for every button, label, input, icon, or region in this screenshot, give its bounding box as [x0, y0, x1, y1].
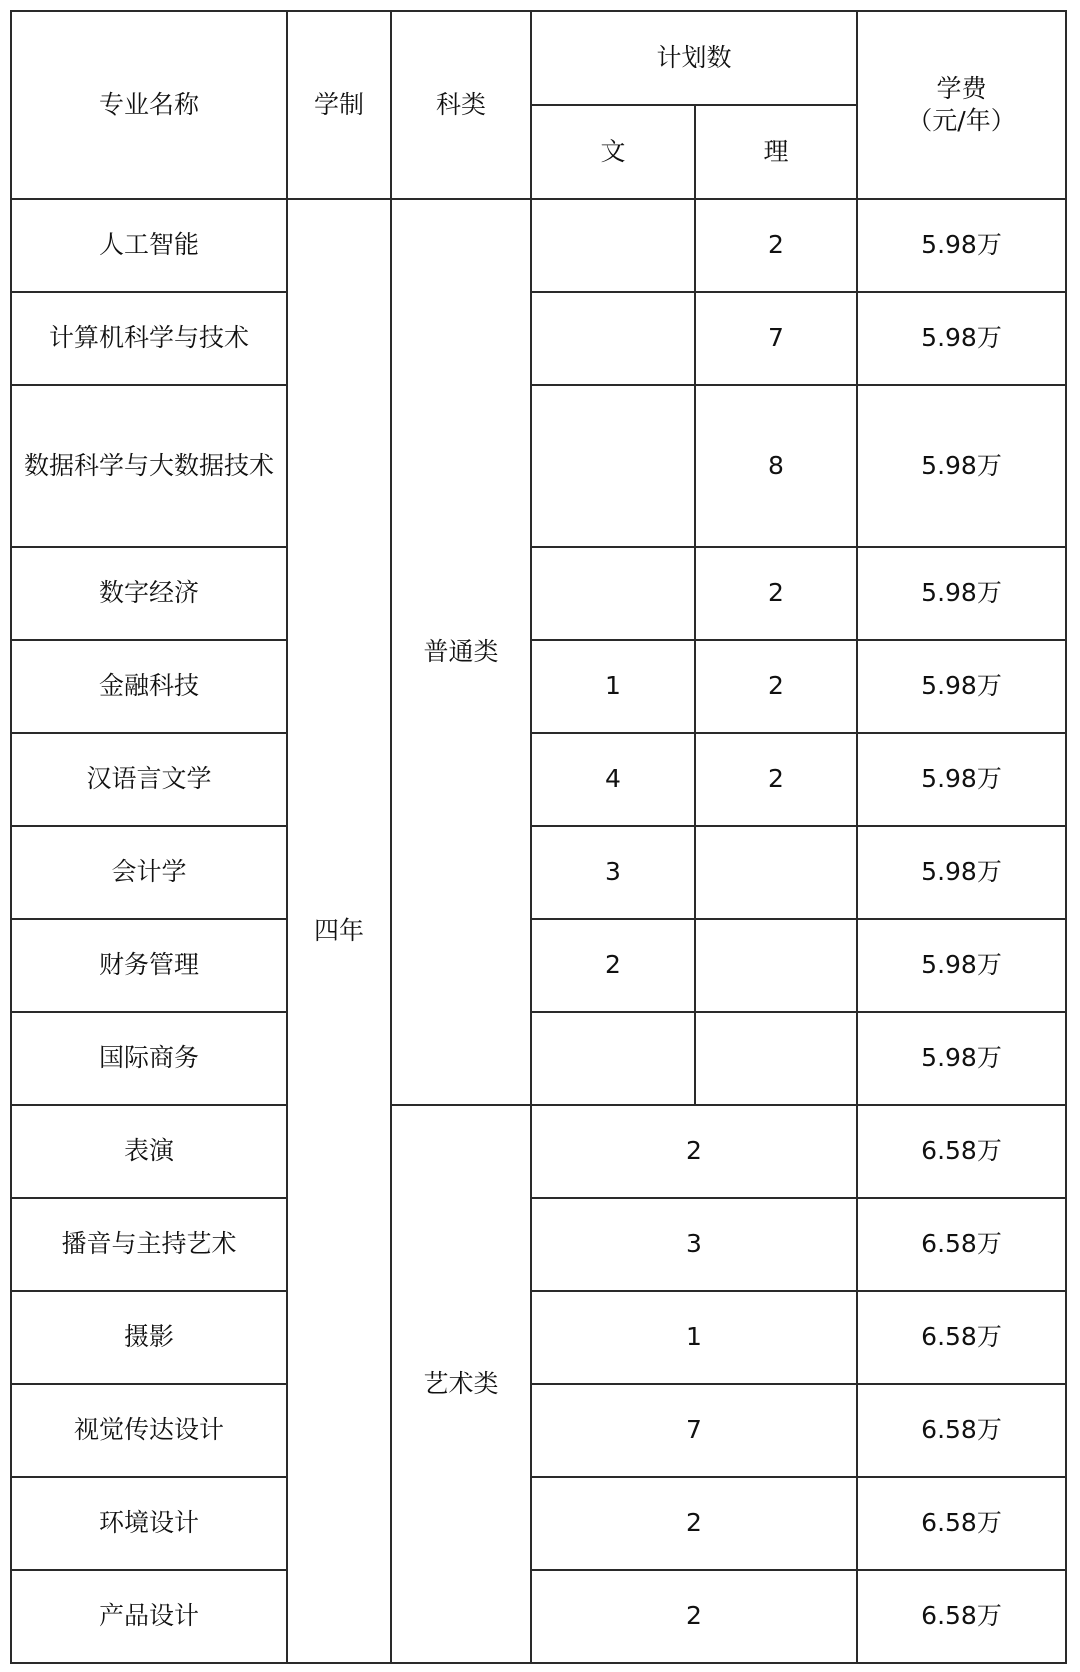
tuition-cell: 5.98万 — [857, 733, 1066, 826]
tuition-cell: 6.58万 — [857, 1384, 1066, 1477]
major-cell: 数据科学与大数据技术 — [11, 385, 287, 547]
header-science: 理 — [695, 105, 857, 199]
arts-count-cell: 2 — [531, 919, 695, 1012]
science-count-cell: 7 — [695, 292, 857, 385]
major-cell: 汉语言文学 — [11, 733, 287, 826]
major-cell: 视觉传达设计 — [11, 1384, 287, 1477]
science-count-cell: 2 — [695, 199, 857, 292]
header-row — [11, 11, 1066, 105]
header-arts: 文 — [531, 105, 695, 199]
arts-count-cell — [531, 1012, 695, 1105]
tuition-cell: 5.98万 — [857, 385, 1066, 547]
arts-count-cell: 3 — [531, 826, 695, 919]
table-row — [11, 1570, 1066, 1663]
tuition-cell: 5.98万 — [857, 292, 1066, 385]
plan-count-cell: 3 — [531, 1198, 857, 1291]
plan-count-cell: 2 — [531, 1477, 857, 1570]
tuition-cell: 5.98万 — [857, 640, 1066, 733]
header-tuition-line1: 学费 — [936, 73, 987, 103]
header-tuition — [857, 11, 1066, 199]
science-count-cell — [695, 1012, 857, 1105]
tuition-cell: 5.98万 — [857, 1012, 1066, 1105]
major-cell: 计算机科学与技术 — [11, 292, 287, 385]
header-plan: 计划数 — [531, 11, 857, 105]
plan-count-cell: 7 — [531, 1384, 857, 1477]
table-row — [11, 1012, 1066, 1105]
science-count-cell: 8 — [695, 385, 857, 547]
table-row — [11, 1105, 1066, 1198]
table-row — [11, 733, 1066, 826]
major-cell: 金融科技 — [11, 640, 287, 733]
table-row — [11, 826, 1066, 919]
science-count-cell — [695, 919, 857, 1012]
major-cell: 财务管理 — [11, 919, 287, 1012]
major-cell: 摄影 — [11, 1291, 287, 1384]
major-cell: 人工智能 — [11, 199, 287, 292]
major-cell: 表演 — [11, 1105, 287, 1198]
tuition-cell: 6.58万 — [857, 1570, 1066, 1663]
duration-cell: 四年 — [287, 199, 391, 1663]
science-count-cell — [695, 826, 857, 919]
major-cell: 会计学 — [11, 826, 287, 919]
table-row — [11, 640, 1066, 733]
arts-count-cell — [531, 385, 695, 547]
header-tuition-line2: （元/年） — [907, 106, 1016, 135]
science-count-cell: 2 — [695, 640, 857, 733]
category-general-cell: 普通类 — [391, 199, 531, 1105]
table-row — [11, 1198, 1066, 1291]
header-major: 专业名称 — [11, 11, 287, 199]
table-row — [11, 1291, 1066, 1384]
header-category: 科类 — [391, 11, 531, 199]
major-cell: 产品设计 — [11, 1570, 287, 1663]
tuition-cell: 5.98万 — [857, 919, 1066, 1012]
table-row — [11, 199, 1066, 292]
major-cell: 播音与主持艺术 — [11, 1198, 287, 1291]
table-row — [11, 1477, 1066, 1570]
table-row — [11, 547, 1066, 640]
enrollment-plan-table — [10, 10, 1067, 1664]
plan-count-cell: 1 — [531, 1291, 857, 1384]
science-count-cell: 2 — [695, 547, 857, 640]
arts-count-cell — [531, 199, 695, 292]
tuition-cell: 6.58万 — [857, 1477, 1066, 1570]
tuition-cell: 5.98万 — [857, 547, 1066, 640]
table-row — [11, 919, 1066, 1012]
table-row — [11, 292, 1066, 385]
table-row — [11, 385, 1066, 547]
tuition-cell: 5.98万 — [857, 826, 1066, 919]
major-cell: 环境设计 — [11, 1477, 287, 1570]
table-row — [11, 1384, 1066, 1477]
tuition-cell: 6.58万 — [857, 1105, 1066, 1198]
plan-count-cell: 2 — [531, 1570, 857, 1663]
major-cell: 数字经济 — [11, 547, 287, 640]
header-duration: 学制 — [287, 11, 391, 199]
arts-count-cell: 1 — [531, 640, 695, 733]
plan-count-cell: 2 — [531, 1105, 857, 1198]
arts-count-cell — [531, 547, 695, 640]
tuition-cell: 5.98万 — [857, 199, 1066, 292]
tuition-cell: 6.58万 — [857, 1198, 1066, 1291]
tuition-cell: 6.58万 — [857, 1291, 1066, 1384]
science-count-cell: 2 — [695, 733, 857, 826]
arts-count-cell — [531, 292, 695, 385]
major-cell: 国际商务 — [11, 1012, 287, 1105]
category-art-cell: 艺术类 — [391, 1105, 531, 1663]
arts-count-cell: 4 — [531, 733, 695, 826]
